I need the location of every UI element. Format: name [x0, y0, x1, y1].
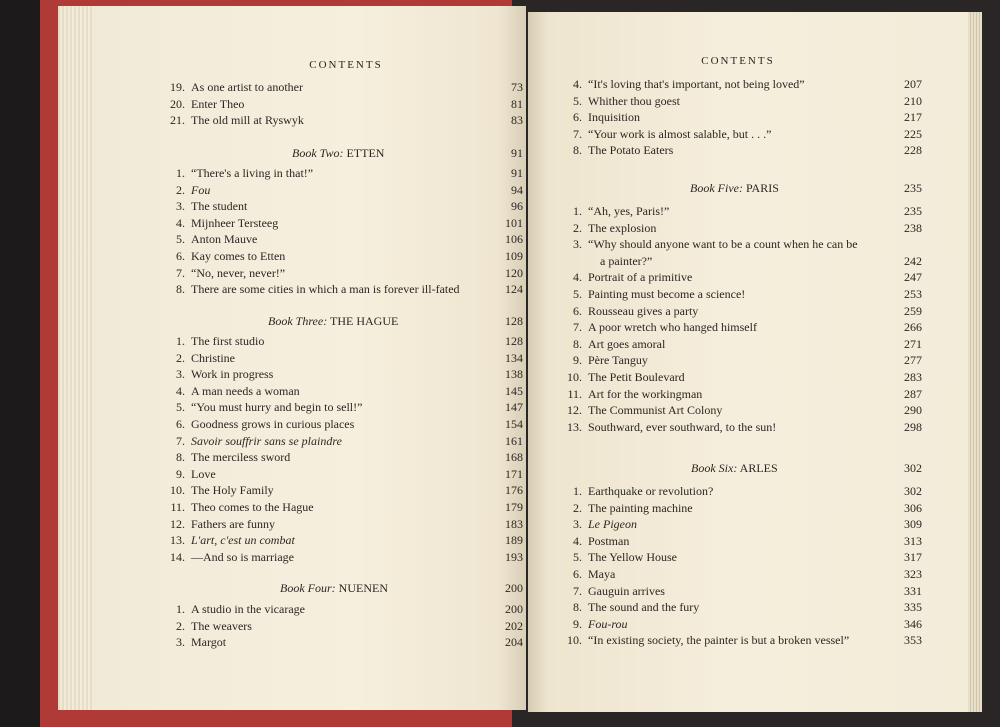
- chapter-title: “No, never, never!”: [191, 265, 286, 280]
- chapter-number: 2.: [573, 500, 582, 515]
- chapter-number: 9.: [573, 353, 582, 368]
- chapter-number: 10.: [170, 483, 185, 498]
- right-page-edges: [968, 12, 982, 712]
- toc-entry: [163, 516, 523, 532]
- right-page-title: CONTENTS: [701, 55, 775, 67]
- page-number: 91: [511, 166, 523, 180]
- chapter-title: The first studio: [191, 334, 265, 348]
- page-number: 210: [904, 93, 922, 108]
- chapter-number: 7.: [573, 320, 582, 335]
- chapter-title: Inquisition: [588, 110, 641, 125]
- page-number: 346: [904, 616, 922, 631]
- page-number: 277: [904, 353, 922, 368]
- toc-entry: [163, 601, 523, 617]
- chapter-number: 2.: [176, 618, 185, 633]
- toc-entry: [560, 220, 922, 236]
- page-number: 323: [904, 567, 922, 581]
- chapter-number: 1.: [573, 484, 582, 498]
- page-number: 120: [505, 265, 523, 280]
- chapter-title: Père Tanguy: [588, 353, 648, 368]
- chapter-number: 4.: [176, 383, 185, 398]
- page-number: 176: [505, 483, 523, 498]
- chapter-title: Mijnheer Tersteeg: [191, 215, 279, 230]
- page-number: 253: [904, 287, 922, 301]
- toc-entry: [163, 366, 523, 382]
- book-name: PARIS: [745, 181, 779, 195]
- toc-entry: [163, 532, 523, 548]
- chapter-title: Anton Mauve: [191, 232, 258, 247]
- chapter-number: 6.: [176, 249, 185, 263]
- toc-entry: [163, 399, 523, 415]
- page-number: 204: [505, 635, 523, 650]
- chapter-number: 11.: [567, 386, 582, 401]
- chapter-number: 8.: [176, 282, 185, 297]
- page-number: 242: [904, 254, 922, 269]
- toc-entry: [560, 142, 922, 158]
- chapter-title: Earthquake or revolution?: [588, 484, 714, 498]
- toc-entry: [560, 369, 922, 385]
- chapter-number: 7.: [176, 265, 185, 280]
- chapter-number: 1.: [176, 602, 185, 616]
- left-page-title: CONTENTS: [309, 59, 383, 71]
- chapter-number: 21.: [170, 113, 185, 128]
- chapter-title: Whither thou goest: [588, 93, 680, 108]
- toc-entry: [560, 402, 922, 418]
- toc-entry: [163, 96, 523, 112]
- page-number: 91: [511, 146, 523, 160]
- toc-entry: [163, 618, 523, 634]
- page-number: 247: [904, 270, 922, 285]
- toc-entry: [560, 516, 922, 532]
- toc-entry: [560, 549, 922, 565]
- page-number: 128: [505, 334, 523, 348]
- page-number: 145: [505, 383, 523, 398]
- chapter-title: “Ah, yes, Paris!”: [588, 204, 670, 218]
- chapter-title: Fou-rou: [588, 616, 628, 631]
- page-number: 193: [505, 549, 523, 564]
- chapter-title: The old mill at Ryswyk: [191, 113, 304, 128]
- chapter-number: 10.: [567, 633, 582, 648]
- chapter-title: Theo comes to the Hague: [191, 500, 314, 514]
- chapter-number: 6.: [573, 110, 582, 125]
- page-number: 200: [505, 602, 523, 616]
- toc-entry: [560, 386, 922, 402]
- chapter-title: Portrait of a primitive: [588, 270, 693, 285]
- page-number: 179: [505, 500, 523, 514]
- page-number: 335: [904, 600, 922, 615]
- page-number: 238: [904, 220, 922, 235]
- toc-entry: [560, 203, 922, 219]
- page-number: 302: [904, 484, 922, 498]
- toc-entry: [163, 549, 523, 565]
- page-number: 94: [511, 182, 523, 197]
- chapter-number: 14.: [170, 549, 185, 564]
- page-number: 81: [511, 96, 523, 111]
- chapter-title: The Communist Art Colony: [588, 403, 723, 418]
- chapter-number: 5.: [573, 287, 582, 301]
- chapter-number: 1.: [176, 166, 185, 180]
- chapter-title: “In existing society, the painter is but a broken vessel”: [588, 633, 850, 648]
- toc-entry: [560, 500, 922, 516]
- chapter-number: 8.: [573, 600, 582, 615]
- chapter-title: A studio in the vicarage: [191, 602, 305, 616]
- toc-entry: [560, 583, 922, 599]
- toc-entry: [163, 383, 523, 399]
- toc-entry: [163, 198, 523, 214]
- chapter-number: 2.: [573, 220, 582, 235]
- toc-entry: [560, 319, 922, 335]
- page-number: 138: [505, 367, 523, 382]
- toc-entry: [163, 112, 523, 128]
- toc-entry: [163, 281, 523, 297]
- page-number: 302: [904, 461, 922, 475]
- book-label: Book Four:: [280, 581, 336, 595]
- chapter-title: Savoir souffrir sans se plaindre: [191, 433, 342, 448]
- chapter-number: 4.: [573, 270, 582, 285]
- page-number: 109: [505, 249, 523, 263]
- page-number: 147: [505, 400, 523, 415]
- book-name: ETTEN: [346, 146, 385, 160]
- chapter-number: 12.: [567, 403, 582, 418]
- toc-entry: [163, 79, 523, 95]
- page-number: 83: [511, 113, 523, 128]
- page-number: 298: [904, 419, 922, 434]
- chapter-number: 9.: [573, 616, 582, 631]
- chapter-title: Painting must become a science!: [588, 287, 746, 301]
- chapter-number: 5.: [573, 550, 582, 565]
- chapter-title: Margot: [191, 635, 227, 650]
- chapter-title: As one artist to another: [191, 80, 303, 94]
- chapter-number: 4.: [573, 533, 582, 548]
- toc-entry: [163, 231, 523, 247]
- toc-entry: [560, 76, 922, 92]
- toc-entry: [560, 632, 922, 648]
- chapter-title: “There's a living in that!”: [191, 166, 314, 180]
- toc-entry: [560, 419, 922, 435]
- page-number: 287: [904, 386, 922, 401]
- toc-entry: [560, 352, 922, 368]
- chapter-number: 10.: [567, 370, 582, 384]
- chapter-number: 4.: [573, 77, 582, 91]
- chapter-title: L'art, c'est un combat: [191, 533, 295, 548]
- toc-entry: [560, 126, 922, 142]
- toc-entry: [560, 109, 922, 125]
- book-name: ARLES: [739, 461, 778, 475]
- chapter-number: 19.: [170, 80, 185, 94]
- page-number: 290: [904, 403, 922, 418]
- toc-entry: [163, 433, 523, 449]
- chapter-title: Love: [191, 466, 216, 481]
- page-number: 168: [505, 450, 523, 465]
- book-label: Book Six:: [691, 461, 738, 475]
- chapter-number: 4.: [176, 215, 185, 230]
- book-name: THE HAGUE: [330, 314, 399, 328]
- chapter-number: 8.: [176, 450, 185, 465]
- page-number: 235: [904, 181, 922, 195]
- page-number: 283: [904, 370, 922, 384]
- chapter-title: The Potato Eaters: [588, 143, 674, 158]
- toc-entry: [560, 336, 922, 352]
- chapter-title: “Your work is almost salable, but . . .”: [588, 126, 772, 141]
- chapter-number: 3.: [176, 635, 185, 650]
- toc-entry: [560, 236, 922, 269]
- chapter-title: Goodness grows in curious places: [191, 417, 355, 431]
- chapter-number: 13.: [567, 419, 582, 434]
- page-number: 189: [505, 533, 523, 548]
- left-page-edges: [58, 6, 92, 710]
- page-number: 161: [505, 433, 523, 448]
- chapter-number: 13.: [170, 533, 185, 548]
- page-number: 154: [505, 417, 523, 431]
- chapter-number: 5.: [176, 400, 185, 415]
- toc-entry: [560, 599, 922, 615]
- chapter-title: Enter Theo: [191, 96, 245, 111]
- chapter-title: The sound and the fury: [588, 600, 700, 615]
- toc-entry: [163, 182, 523, 198]
- chapter-number: 7.: [573, 583, 582, 598]
- page-number: 271: [904, 336, 922, 351]
- chapter-title: Art goes amoral: [588, 336, 666, 351]
- toc-entry: [163, 466, 523, 482]
- page-number: 225: [904, 126, 922, 141]
- toc-entry: [163, 634, 523, 650]
- page-number: 217: [904, 110, 922, 125]
- chapter-number: 3.: [573, 517, 582, 532]
- page-number: 228: [904, 143, 922, 158]
- chapter-title: The Petit Boulevard: [588, 370, 685, 384]
- toc-entry: [163, 215, 523, 231]
- toc-entry: [163, 165, 523, 181]
- toc-entry: [163, 333, 523, 349]
- toc-entry: [163, 499, 523, 515]
- chapter-title: Fou: [191, 182, 211, 197]
- chapter-title: The weavers: [191, 618, 252, 633]
- page-number: 353: [904, 633, 922, 648]
- chapter-title: Southward, ever southward, to the sun!: [588, 419, 777, 434]
- chapter-title: The painting machine: [588, 500, 693, 515]
- chapter-title: “You must hurry and begin to sell!”: [191, 400, 363, 415]
- toc-entry: [163, 248, 523, 264]
- chapter-number: 3.: [573, 237, 582, 252]
- chapter-title: Le Pigeon: [588, 517, 637, 532]
- chapter-title: A man needs a woman: [191, 383, 300, 398]
- chapter-title: “It's loving that's important, not being loved”: [588, 77, 805, 91]
- toc-entry: [163, 416, 523, 432]
- page-number: 124: [505, 282, 523, 297]
- page-number: 106: [505, 232, 523, 247]
- chapter-title: Postman: [588, 533, 630, 548]
- page-number: 171: [505, 466, 523, 481]
- page-number: 207: [904, 77, 922, 91]
- chapter-title-continued: a painter?”: [600, 254, 653, 269]
- page-number: 73: [511, 80, 523, 94]
- toc-entry: [560, 303, 922, 319]
- chapter-number: 6.: [573, 567, 582, 581]
- chapter-title: Rousseau gives a party: [588, 303, 699, 318]
- chapter-number: 1.: [573, 204, 582, 218]
- page-number: 266: [904, 320, 922, 335]
- chapter-title: Kay comes to Etten: [191, 249, 286, 263]
- chapter-number: 2.: [176, 182, 185, 197]
- page-number: 134: [505, 350, 523, 365]
- page-number: 317: [904, 550, 922, 565]
- chapter-number: 9.: [176, 466, 185, 481]
- chapter-title: Gauguin arrives: [588, 583, 665, 598]
- chapter-title: There are some cities in which a man is forever ill-fated: [191, 282, 460, 297]
- chapter-number: 7.: [176, 433, 185, 448]
- chapter-title: Maya: [588, 567, 616, 581]
- chapter-title: The student: [191, 199, 248, 214]
- toc-entry: [163, 265, 523, 281]
- chapter-number: 1.: [176, 334, 185, 348]
- toc-entry: [163, 449, 523, 465]
- toc-entry: [560, 286, 922, 302]
- chapter-number: 11.: [170, 500, 185, 514]
- chapter-title: Work in progress: [191, 367, 274, 382]
- chapter-title: The explosion: [588, 220, 657, 235]
- toc-entry: [560, 93, 922, 109]
- page-number: 309: [904, 517, 922, 532]
- chapter-title: Christine: [191, 350, 235, 365]
- page-number: 235: [904, 204, 922, 218]
- toc-entry: [560, 533, 922, 549]
- toc-entry: [560, 566, 922, 582]
- book-label: Book Three:: [268, 314, 328, 328]
- book-name: NUENEN: [338, 581, 388, 595]
- chapter-title: The merciless sword: [191, 450, 291, 465]
- page-number: 259: [904, 303, 922, 318]
- chapter-number: 5.: [176, 232, 185, 247]
- page-number: 313: [904, 533, 922, 548]
- chapter-number: 20.: [170, 96, 185, 111]
- toc-entry: [560, 616, 922, 632]
- page-number: 96: [511, 199, 523, 214]
- book-label: Book Five:: [690, 181, 743, 195]
- page-number: 183: [505, 516, 523, 531]
- page-number: 331: [904, 583, 922, 598]
- chapter-title: The Yellow House: [588, 550, 677, 565]
- chapter-number: 3.: [176, 367, 185, 382]
- chapter-number: 3.: [176, 199, 185, 214]
- chapter-number: 2.: [176, 350, 185, 365]
- chapter-title: Art for the workingman: [588, 386, 703, 401]
- chapter-number: 5.: [573, 93, 582, 108]
- chapter-number: 12.: [170, 516, 185, 531]
- toc-entry: [163, 482, 523, 498]
- page-number: 202: [505, 618, 523, 633]
- chapter-number: 7.: [573, 126, 582, 141]
- toc-entry: [163, 350, 523, 366]
- page-number: 128: [505, 314, 523, 328]
- toc-entry: [560, 269, 922, 285]
- page-number: 101: [505, 215, 523, 230]
- toc-entry: [560, 483, 922, 499]
- chapter-number: 8.: [573, 143, 582, 158]
- chapter-number: 8.: [573, 336, 582, 351]
- chapter-number: 6.: [176, 417, 185, 431]
- page-number: 200: [505, 581, 523, 595]
- chapter-title: “Why should anyone want to be a count when he can be: [588, 237, 858, 252]
- chapter-title: —And so is marriage: [191, 549, 294, 564]
- chapter-title: The Holy Family: [191, 483, 274, 498]
- chapter-title: A poor wretch who hanged himself: [588, 320, 757, 335]
- page-number: 306: [904, 500, 922, 515]
- chapter-number: 6.: [573, 303, 582, 318]
- book-label: Book Two:: [292, 146, 344, 160]
- chapter-title: Fathers are funny: [191, 516, 275, 531]
